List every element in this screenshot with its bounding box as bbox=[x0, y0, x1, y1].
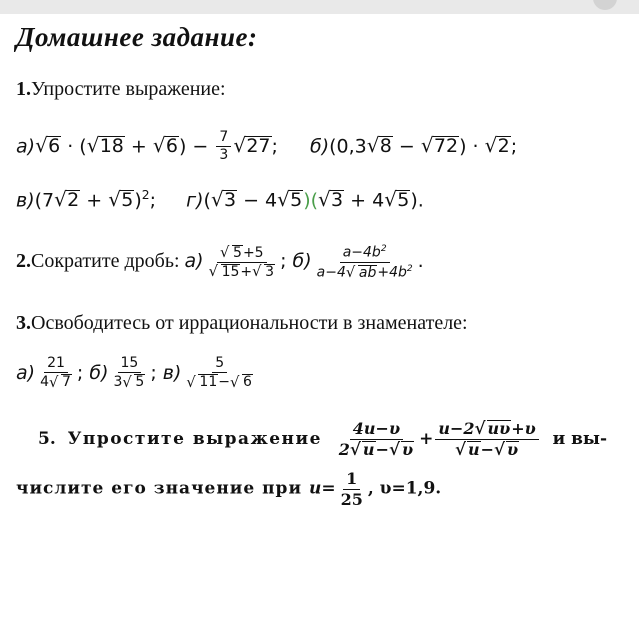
task-1-row-1: а)√ 6 · (√ 18 + √ 6) − $\frac{7}{3}$ √ 27; б)(0,3√ 8 − √ 72) · √ 2; bbox=[16, 130, 517, 164]
task-1-row-2: в)(7√ 2 + √ 5)$^2$; г)(√ 3 − 4√ 5)(√ 3 + 4√ 5). bbox=[16, 188, 424, 211]
task-3-heading: 3.Освободитесь от иррациональности в знаменателе: bbox=[16, 312, 468, 334]
task-5-line-1: 5. Упростите выражение $\frac{4u-\upsilon}{2√ u-√ \upsilon}$ + u−2√ uυ+υ √ u−√ υ и вы- bbox=[38, 420, 607, 459]
task-3-row: а) $\frac{21}{4√ 7}$ ; б) $\frac{15}{3√ 5}$ ; в) 5 √ 11−√ 6 bbox=[16, 356, 258, 391]
page-title: Домашнее задание: bbox=[16, 22, 258, 52]
top-bar bbox=[0, 0, 639, 14]
task-2: 2.Сократите дробь: а) √ 5+5 √ 15+√ 3 ; б) $\frac{a-4b^2}{a-4√ ab+4b^2}$ . bbox=[16, 244, 424, 281]
task-1-heading: 1.Упростите выражение: bbox=[16, 78, 226, 100]
avatar-placeholder bbox=[593, 0, 617, 10]
task-5-line-2: числите его значение при u= $\frac{1}{25}$ , υ=1,9. bbox=[16, 469, 442, 509]
